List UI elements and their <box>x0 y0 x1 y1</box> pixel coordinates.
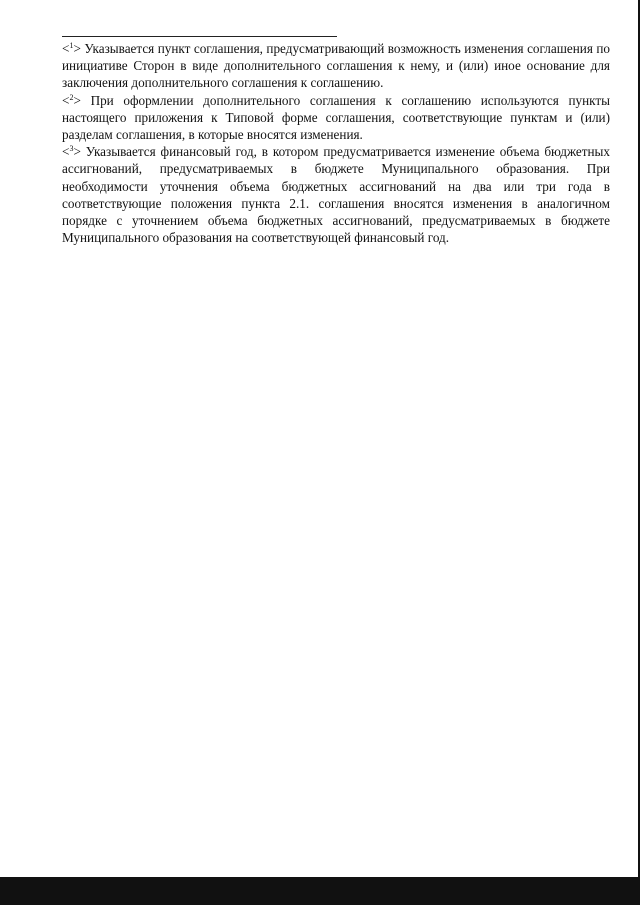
footnote-text-2: При оформлении дополнительного соглашения к соглашению используются пункты настоящего приложения к Типовой форме соглашения, соответствующие пунктам и (или) разделам соглашения, в которые вносятся изменения. <box>62 92 611 143</box>
footnote-marker-2: <$^2$> <box>62 92 81 108</box>
footnote-text-3: Указывается финансовый год, в котором предусматривается изменение объема бюджетных ассигнований, предусматриваемых в бюджете Муниципального образования. При необходимости уточнения объема бюджетных ассигнований на два или три года в соответствующие положения пункта 2.1. соглашения вносятся изменения в аналогичном порядке с уточнением объема бюджетных ассигнований, предусматриваемых в бюджете Муниципального образования на соответствующей финансовый год. <box>62 144 611 246</box>
footnote-1 <box>62 40 610 92</box>
footnote-marker-1: <$^1$> <box>62 41 81 56</box>
footnote-marker-3: <$^3$> <box>62 144 81 160</box>
footnote-3 <box>62 143 610 246</box>
footnotes-block <box>62 40 610 246</box>
footnote-2 <box>62 92 610 144</box>
footnote-separator <box>62 36 337 37</box>
footnote-text-1: Указывается пункт соглашения, предусматривающий возможность изменения соглашения по инициативе Сторон в виде дополнительного соглашения к нему, и (или) иное основание для заключения дополнительного соглашения к соглашению. <box>62 41 610 91</box>
scan-edge-bottom <box>0 877 640 905</box>
